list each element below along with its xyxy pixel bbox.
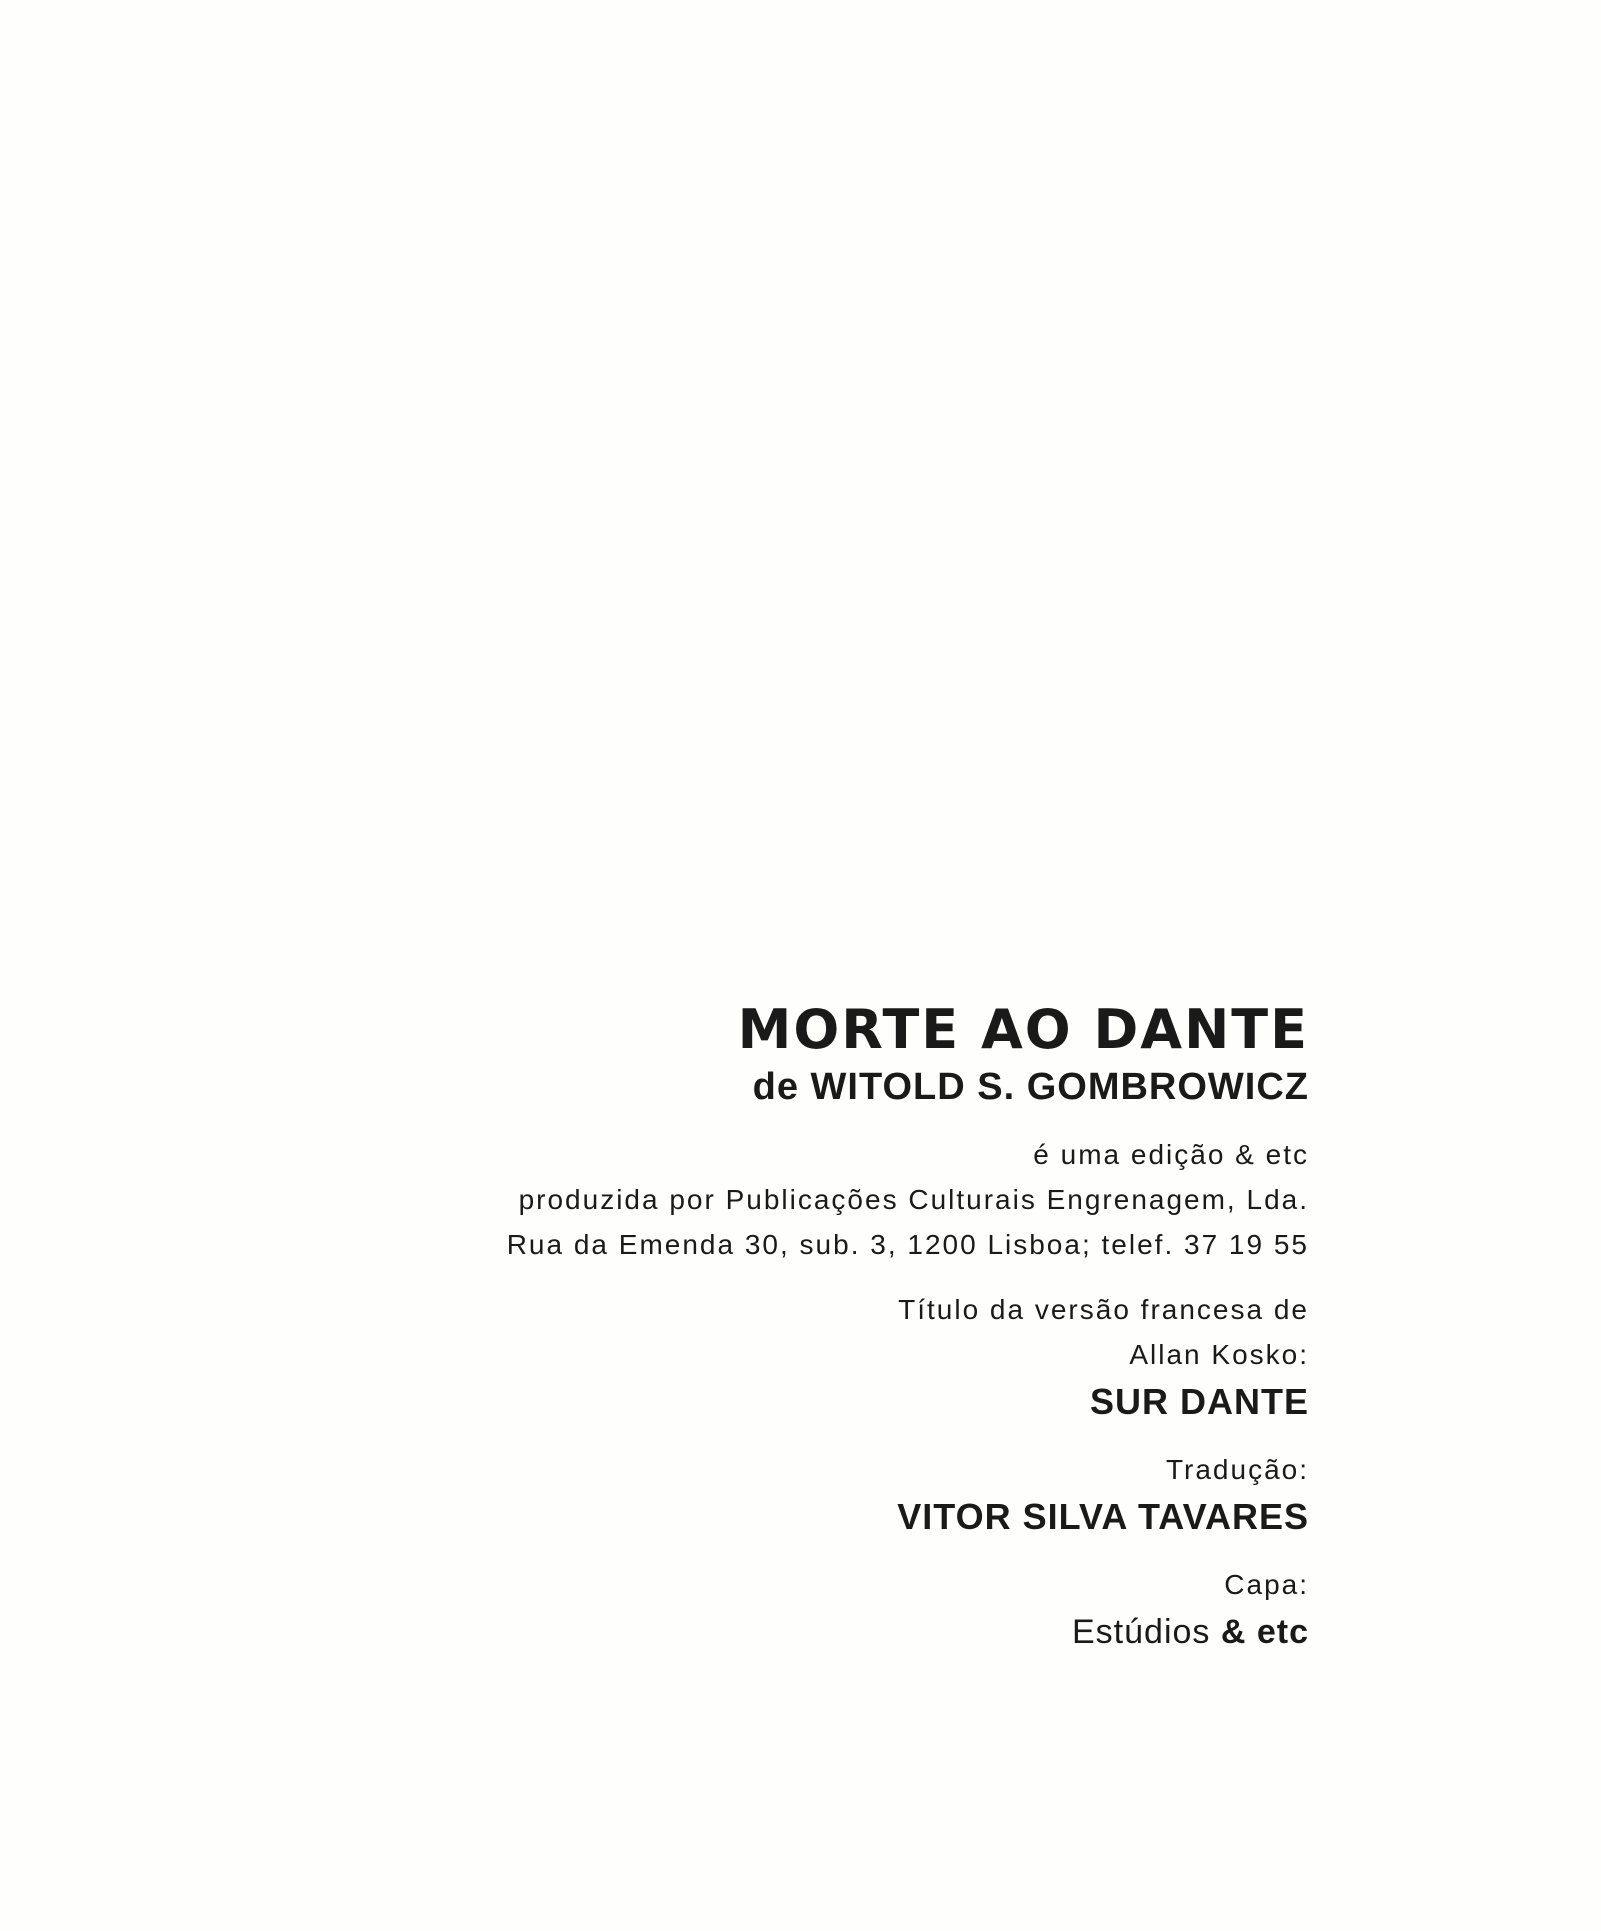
- french-title-label-line-2: Allan Kosko:: [1129, 1339, 1309, 1370]
- french-title: SUR DANTE: [1089, 1381, 1309, 1422]
- translation-label: Tradução:: [1165, 1454, 1309, 1485]
- address-line: Rua da Emenda 30, sub. 3, 1200 Lisboa; telef. 37 19 55: [506, 1229, 1309, 1260]
- producer-line: produzida por Publicações Culturais Engrenagem, Lda.: [518, 1184, 1309, 1215]
- book-title: MORTE AO DANTE: [737, 998, 1309, 1061]
- french-title-label-line-1: Título da versão francesa de: [898, 1294, 1309, 1325]
- edition-line: é uma edição & etc: [1033, 1139, 1309, 1170]
- cover-credit-name: Estúdios: [1072, 1613, 1211, 1651]
- colophon-block: [309, 1000, 1309, 1657]
- cover-credit-mark: & etc: [1220, 1613, 1309, 1651]
- translator-name: VITOR SILVA TAVARES: [897, 1496, 1309, 1537]
- cover-credit: [309, 1607, 1309, 1657]
- author-line: de WITOLD S. GOMBROWICZ: [752, 1066, 1309, 1108]
- cover-label: Capa:: [1224, 1569, 1309, 1600]
